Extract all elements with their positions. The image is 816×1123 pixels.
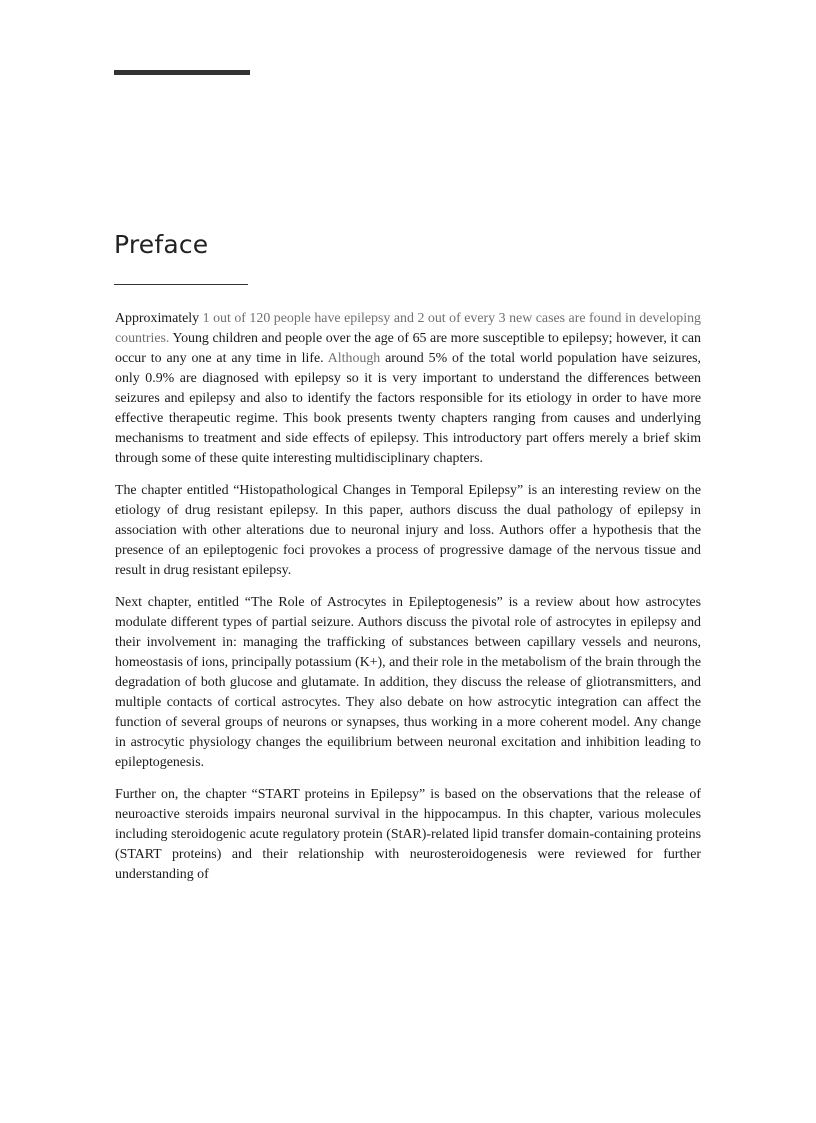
paragraph-1 [115, 309, 701, 469]
paragraph-1-statistic-highlight: 1 out of 120 people have epilepsy and 2 out of every 3 new cases are found in developing countries. [115, 311, 701, 346]
page-title: Preface [114, 230, 209, 259]
paragraph-1-part-5: around 5% of the total world population have seizures, only 0.9% are diagnosed with epilepsy so it is very important to understand the differences between seizures and epilepsy and also to identify the factors responsible for its etiology in order to have more effective therapeutic regime. This book presents twenty chapters ranging from causes and underlying mechanisms to treatment and side effects of epilepsy. This introductory part offers merely a brief skim through some of these quite interesting multidisciplinary chapters. [115, 351, 701, 466]
title-underline-rule [114, 284, 248, 285]
top-decorative-rule [114, 70, 250, 75]
paragraph-1-part-3: Young children and people over the age of 65 are more susceptible to epilepsy; however, it can occur to any one at any time in life. [115, 331, 701, 366]
paragraph-1-part-1: Approximately [115, 311, 203, 326]
paragraph-4: Further on, the chapter “START proteins in Epilepsy” is based on the observations that the release of neuroactive steroids impairs neuronal survival in the hippocampus. In this chapter, various molecules including steroidogenic acute regulatory protein (StAR)-related lipid transfer domain-containing proteins (START proteins) and their relationship with neurosteroidogenesis were reviewed for further understanding of [115, 787, 701, 882]
paragraph-1-although-highlight: Although [327, 351, 381, 366]
preface-body [115, 309, 701, 897]
paragraph-3: Next chapter, entitled “The Role of Astrocytes in Epileptogenesis” is a review about how astrocytes modulate different types of partial seizure. Authors discuss the pivotal role of astrocytes in epilepsy and their involvement in: managing the trafficking of substances between capillary vessels and neurons, homeostasis of ions, principally potassium (K+), and their role in the metabolism of the brain through the degradation of both glucose and glutamate. In addition, they discuss the release of gliotransmitters, and multiple contacts of cortical astrocytes. They also debate on how astrocytic integration can affect the function of several groups of neurons or synapses, thus working in a more coherent model. Any change in astrocytic physiology changes the equilibrium between neuronal excitation and inhibition leading to epileptogenesis. [115, 595, 701, 770]
paragraph-2: The chapter entitled “Histopathological Changes in Temporal Epilepsy” is an interesting review on the etiology of drug resistant epilepsy. In this paper, authors discuss the dual pathology of epilepsy in association with other alterations due to neuronal injury and loss. Authors offer a hypothesis that the presence of an epileptogenic foci provokes a process of progressive damage of the nervous tissue and result in drug resistant epilepsy. [115, 483, 701, 578]
